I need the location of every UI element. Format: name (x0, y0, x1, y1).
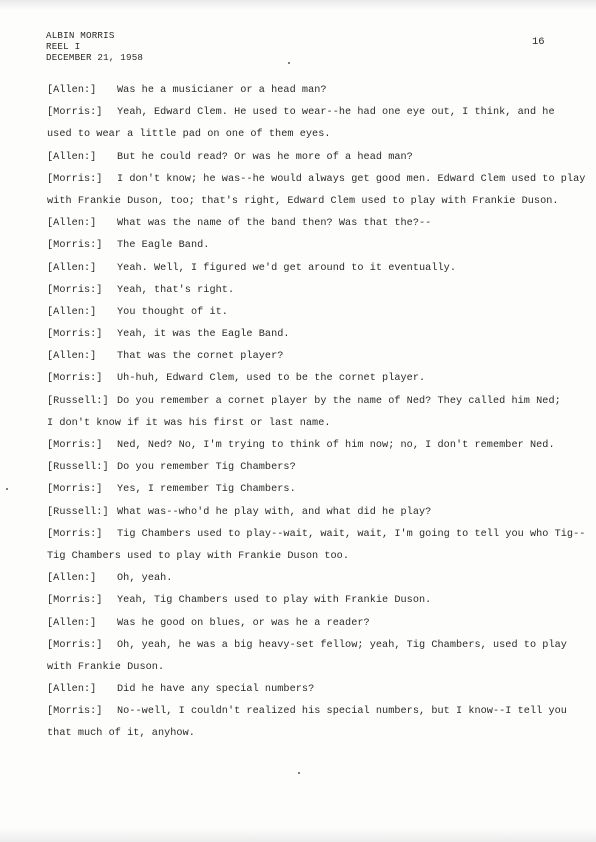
spoken-text: Do you remember Tig Chambers? (117, 462, 296, 474)
transcript-line (47, 723, 557, 745)
spoken-text: Was he good on blues, or was he a reader? (117, 617, 370, 629)
speaker-label: [Russell:] (47, 395, 109, 407)
transcript-line (47, 346, 557, 368)
speaker-label: [Morris:] (47, 639, 103, 651)
spoken-text: Tig Chambers used to play--wait, wait, wait, I'm going to tell you who Tig-- (117, 528, 586, 540)
speaker-label: [Morris:] (47, 173, 103, 185)
transcript-line (47, 191, 557, 213)
page-number: 16 (532, 36, 545, 48)
document-header (46, 30, 143, 63)
speaker-label: [Allen:] (47, 684, 97, 696)
transcript-line (47, 302, 557, 324)
spoken-text: Do you remember a cornet player by the name of Ned? They called him Ned; (117, 395, 561, 407)
transcript-line (47, 457, 557, 479)
spoken-text: Uh-huh, Edward Clem, used to be the cornet player. (117, 373, 426, 385)
transcript-line (47, 657, 557, 679)
scan-edge-bottom (0, 828, 596, 842)
transcript-line (47, 368, 557, 390)
speaker-label: [Morris:] (47, 373, 103, 385)
transcript-line (47, 235, 557, 257)
speaker-label: [Allen:] (47, 262, 97, 274)
spoken-text: Yes, I remember Tig Chambers. (117, 484, 296, 496)
speaker-label: [Morris:] (47, 329, 103, 341)
scan-speck (298, 772, 300, 774)
spoken-text: that much of it, anyhow. (47, 728, 195, 740)
transcript-line (47, 701, 567, 723)
speaker-label: [Morris:] (47, 528, 103, 540)
spoken-text: with Frankie Duson, too; that's right, Edward Clem used to play with Frankie Duson. (47, 195, 559, 207)
spoken-text: Oh, yeah, he was a big heavy-set fellow; yeah, Tig Chambers, used to play (117, 639, 567, 651)
transcript-line (47, 590, 557, 612)
speaker-label: [Morris:] (47, 706, 103, 718)
spoken-text: Ned, Ned? No, I'm trying to think of him now; no, I don't remember Ned. (117, 440, 555, 451)
transcript-line (47, 169, 586, 191)
transcript-line (47, 324, 557, 346)
transcript-line (47, 502, 557, 524)
spoken-text: Tig Chambers used to play with Frankie Duson too. (47, 550, 350, 562)
spoken-text: Yeah. Well, I figured we'd get around to it eventually. (117, 262, 456, 274)
transcript-line (47, 679, 557, 701)
spoken-text: used to wear a little pad on one of them eyes. (47, 129, 331, 141)
speaker-label: [Allen:] (47, 351, 97, 363)
transcript-line (47, 613, 557, 635)
speaker-label: [Allen:] (47, 85, 97, 96)
speaker-label: [Morris:] (47, 284, 103, 296)
transcript-line (47, 102, 557, 124)
speaker-label: [Morris:] (47, 240, 103, 252)
spoken-text: That was the cornet player? (117, 351, 284, 363)
scan-speck (288, 62, 290, 64)
speaker-label: [Russell:] (47, 462, 109, 474)
spoken-text: No--well, I couldn't realized his special numbers, but I know--I tell you (117, 706, 567, 718)
spoken-text: But he could read? Or was he more of a head man? (117, 151, 413, 163)
speaker-label: [Allen:] (47, 218, 97, 230)
transcript-line (47, 524, 586, 546)
spoken-text: Yeah, Edward Clem. He used to wear--he had one eye out, I think, and he (117, 107, 555, 119)
transcript-line (47, 258, 557, 280)
spoken-text: I don't know if it was his first or last name. (47, 417, 331, 429)
speaker-label: [Morris:] (47, 107, 103, 119)
speaker-label: [Allen:] (47, 617, 97, 629)
transcript-line (47, 147, 557, 169)
scan-speck (6, 488, 8, 490)
transcript-line (47, 80, 557, 102)
spoken-text: Yeah, Tig Chambers used to play with Frankie Duson. (117, 595, 432, 607)
spoken-text: Was he a musicianer or a head man? (117, 85, 327, 96)
spoken-text: What was the name of the band then? Was that the?-- (117, 218, 432, 230)
scan-edge-top (0, 0, 596, 10)
spoken-text: You thought of it. (117, 306, 228, 318)
spoken-text: Yeah, that's right. (117, 284, 235, 296)
speaker-label: [Allen:] (47, 306, 97, 318)
transcript-line (47, 568, 557, 590)
spoken-text: with Frankie Duson. (47, 661, 165, 673)
interviewee-name: ALBIN MORRIS (46, 30, 115, 41)
speaker-label: [Morris:] (47, 440, 103, 451)
transcript-line (47, 635, 567, 657)
transcript-line (47, 546, 557, 568)
reel-label: REEL I (46, 41, 81, 52)
transcript-body (47, 80, 586, 746)
speaker-label: [Russell:] (47, 506, 109, 518)
spoken-text: Yeah, it was the Eagle Band. (117, 329, 290, 341)
spoken-text: I don't know; he was--he would always get good men. Edward Clem used to play (117, 173, 586, 185)
transcript-line (47, 479, 557, 501)
speaker-label: [Allen:] (47, 151, 97, 163)
transcript-line (47, 413, 557, 435)
speaker-label: [Morris:] (47, 484, 103, 496)
transcript-line (47, 435, 557, 457)
transcript-line (47, 213, 557, 235)
spoken-text: The Eagle Band. (117, 240, 210, 252)
spoken-text: Oh, yeah. (117, 573, 173, 585)
transcript-line (47, 124, 557, 146)
spoken-text: What was--who'd he play with, and what did he play? (117, 506, 432, 518)
interview-date: DECEMBER 21, 1958 (46, 52, 144, 63)
transcript-line (47, 280, 557, 302)
speaker-label: [Morris:] (47, 595, 103, 607)
spoken-text: Did he have any special numbers? (117, 684, 315, 696)
speaker-label: [Allen:] (47, 573, 97, 585)
transcript-line (47, 391, 561, 413)
